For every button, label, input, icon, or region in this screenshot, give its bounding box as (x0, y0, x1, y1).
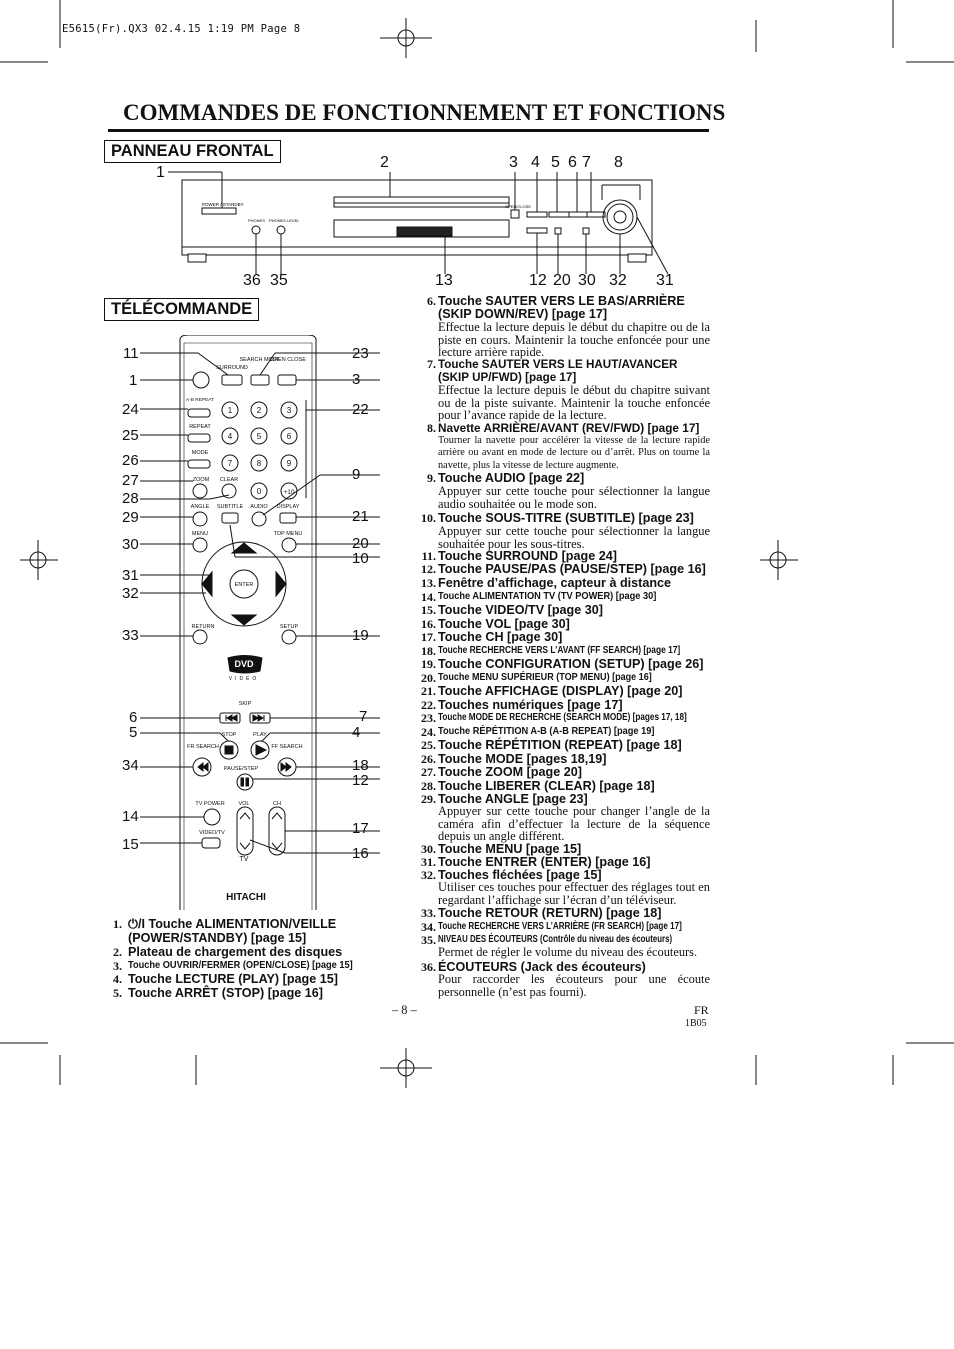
rc-callout-5: 5 (129, 724, 138, 741)
search-mode-label: SEARCH MODE (239, 357, 281, 363)
repeat-label: REPEAT (189, 424, 211, 430)
rc-callout-20: 20 (352, 535, 369, 552)
title-rule (108, 129, 709, 132)
lang-code: FR (694, 1003, 709, 1017)
tv-label: TV (239, 856, 249, 863)
fp-callout-4: 4 (531, 154, 540, 171)
rc-callout-33: 33 (122, 627, 139, 644)
power-standby-label: POWER / STANDBY (202, 202, 244, 207)
clear-label: CLEAR (219, 477, 239, 483)
fp-callout-12: 12 (529, 272, 547, 289)
power-standby-button (202, 208, 236, 214)
rc-callout-7: 7 (359, 708, 368, 725)
print-header: E5615(Fr).QX3 02.4.15 1:19 PM Page 8 (62, 23, 301, 35)
fp-callout-8: 8 (614, 154, 623, 171)
mode-label: MODE (191, 450, 209, 456)
power-button (193, 372, 209, 388)
zoom-label: ZOOM (192, 477, 210, 483)
arrow-down-icon (232, 615, 256, 625)
play-label: PLAY (253, 732, 267, 738)
tv-power-button (204, 809, 220, 825)
display-label: DISPLAY (276, 504, 300, 510)
rc-callout-16: 16 (352, 845, 369, 862)
enter-label: ENTER (234, 582, 254, 588)
fp-callout-31: 31 (656, 272, 674, 289)
digit-plus10: +10 (283, 489, 295, 496)
fp-callout-7: 7 (582, 154, 591, 171)
rc-callout-27: 27 (122, 472, 139, 489)
pause-step-button (237, 774, 253, 790)
rc-callout-21: 21 (352, 508, 369, 525)
section-remote: TÉLÉCOMMANDE (104, 298, 259, 321)
surround-button (222, 375, 242, 385)
rc-callout-32: 32 (122, 585, 139, 602)
page-title: COMMANDES DE FONCTIONNEMENT ET FONCTIONS (123, 100, 726, 125)
rc-callout-4: 4 (352, 724, 361, 741)
remote-body (180, 335, 316, 910)
rc-callout-30: 30 (122, 536, 139, 553)
remote-diagram (140, 335, 380, 910)
rc-callout-24: 24 (122, 401, 139, 418)
ff-search-label: FF SEARCH (271, 744, 303, 750)
rc-callout-31: 31 (122, 567, 139, 584)
stop-label: STOP (221, 732, 237, 738)
setup-button (282, 630, 296, 644)
rc-callout-3: 3 (352, 371, 361, 388)
disc-tray (334, 197, 509, 207)
rc-callout-18: 18 (352, 757, 369, 774)
section-front-panel: PANNEAU FRONTAL (104, 140, 281, 163)
rc-callout-11: 11 (123, 345, 139, 362)
digit-1: 1 (227, 406, 233, 415)
page-number: – 8 – (392, 1003, 417, 1017)
vol-rocker (237, 807, 253, 855)
skip-label: SKIP (238, 701, 252, 707)
phones-jack (252, 226, 260, 234)
fp-callout-3: 3 (509, 154, 518, 171)
digit-8: 8 (256, 459, 262, 468)
fp-callout-32: 32 (609, 272, 627, 289)
rc-callout-19: 19 (352, 627, 369, 644)
top-menu-label: TOP MENU (273, 531, 303, 537)
pause-step-label: PAUSE/STEP (223, 766, 259, 772)
return-button (193, 630, 207, 644)
doc-code: 1B05 (685, 1018, 707, 1029)
open-close-label: OPEN/CLOSE (505, 204, 532, 209)
rc-callout-29: 29 (122, 509, 139, 526)
rc-callout-26: 26 (122, 452, 139, 469)
fp-callout-2: 2 (380, 154, 389, 171)
rc-callout-15: 15 (122, 836, 139, 853)
subtitle-label: SUBTITLE (216, 504, 244, 510)
open-close-label: OPEN CLOSE (270, 357, 306, 363)
rc-callout-10: 10 (352, 550, 369, 567)
digit-9: 9 (286, 459, 292, 468)
rc-callout-25: 25 (122, 427, 139, 444)
fp-callout-35: 35 (270, 272, 288, 289)
surround-label: SURROUND (216, 365, 248, 371)
digit-2: 2 (256, 406, 262, 415)
fp-callout-6: 6 (568, 154, 577, 171)
digit-3: 3 (286, 406, 292, 415)
dvd-logo-text: DVD (234, 659, 254, 669)
ab-repeat-label: A-B REPEAT (185, 398, 215, 403)
fr-search-label: FR SEARCH (187, 744, 219, 750)
digit-7: 7 (227, 459, 233, 468)
rc-callout-23: 23 (352, 345, 369, 362)
open-close-button (278, 375, 296, 385)
fp-callout-20: 20 (553, 272, 571, 289)
arrow-up-icon (232, 543, 256, 553)
rc-callout-9: 9 (352, 466, 361, 483)
digit-6: 6 (286, 432, 292, 441)
rc-callout-1: 1 (129, 372, 138, 389)
fp-callout-30: 30 (578, 272, 596, 289)
fp-callout-1: 1 (156, 164, 165, 181)
digit-4: 4 (227, 432, 233, 441)
rc-callout-14: 14 (122, 808, 139, 825)
open-close-button (511, 210, 519, 218)
front-panel-diagram (150, 150, 710, 290)
search-mode-button (251, 375, 269, 385)
setup-label: SETUP (279, 624, 299, 630)
phones-level-knob (277, 226, 285, 234)
digit-0: 0 (256, 487, 262, 496)
brand-logo: HITACHI (226, 892, 266, 903)
rc-callout-34: 34 (122, 757, 139, 774)
ch-label: CH (273, 801, 281, 807)
fp-callout-13: 13 (435, 272, 453, 289)
rc-callout-28: 28 (122, 490, 139, 507)
phones-level-label: PHONES LEVEL (269, 218, 300, 223)
arrow-left-icon (202, 572, 212, 596)
rc-callout-6: 6 (129, 709, 138, 726)
video-logo-text: VIDEO (228, 676, 260, 682)
video-tv-label: VIDEO/TV (199, 830, 225, 836)
fp-callout-36: 36 (243, 272, 261, 289)
audio-label: AUDIO (250, 504, 268, 510)
arrow-right-icon (276, 572, 286, 596)
rc-callout-22: 22 (352, 401, 369, 418)
return-label: RETURN (191, 624, 215, 630)
menu-label: MENU (191, 531, 209, 537)
digit-5: 5 (256, 432, 262, 441)
angle-label: ANGLE (190, 504, 210, 510)
vol-label: VOL (238, 801, 250, 807)
rev-fwd-shuttle (603, 200, 637, 234)
video-tv-button (202, 838, 220, 848)
tv-power-label: TV POWER (195, 801, 225, 807)
rc-callout-12: 12 (352, 772, 369, 789)
fp-callout-5: 5 (551, 154, 560, 171)
rc-callout-17: 17 (352, 820, 369, 837)
phones-label: PHONES (248, 218, 265, 223)
